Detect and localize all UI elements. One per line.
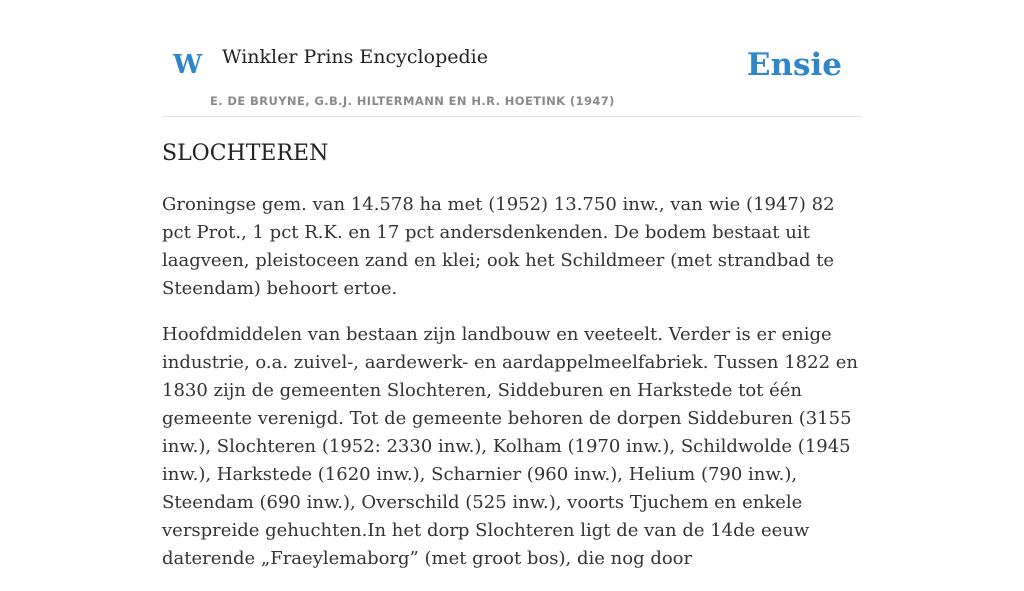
article-paragraph: Hoofdmiddelen van bestaan zijn landbouw en veeteelt. Verder is er enige industrie, o.a. zuivel-, aardewerk- en aardappelmeelfabriek. Tussen 1822 en 1830 zijn de gemeenten Slochteren, Siddeburen en Harkstede tot één gemeente verenigd. Tot de gemeente behoren de dorpen Siddeburen (3155 inw.), Slochteren (1952: 2330 inw.), Kolham (1970 inw.), Schildwolde (1945 inw.), Harkstede (1620 inw.), Scharnier (960 inw.), Helium (790 inw.), Steendam (690 inw.), Overschild (525 inw.), voorts Tjuchem en enkele verspreide gehuchten.In het dorp Slochteren ligt de van de 14de eeuw daterende „Fraeylemaborg” (met groot bos), die nog door: [162, 323, 859, 569]
site-header: [162, 0, 862, 117]
authors-line: E. DE BRUYNE, G.B.J. HILTERMANN EN H.R. HOETINK (1947): [210, 94, 615, 108]
ensie-brand-link[interactable]: Ensie: [746, 47, 842, 83]
encyclopedia-title[interactable]: Winkler Prins Encyclopedie: [222, 46, 488, 68]
article-headword: SLOCHTEREN: [162, 141, 329, 166]
article: [162, 138, 862, 591]
winkler-prins-logo[interactable]: W: [173, 50, 203, 80]
article-paragraph: Groningse gem. van 14.578 ha met (1952) 13.750 inw., van wie (1947) 82 pct Prot., 1 pct R.K. en 17 pct andersdenkenden. De bodem bestaat uit laagveen, pleistoceen zand en klei; ook het Schildmeer (met strandbad te Steendam) behoort ertoe.: [162, 193, 835, 299]
